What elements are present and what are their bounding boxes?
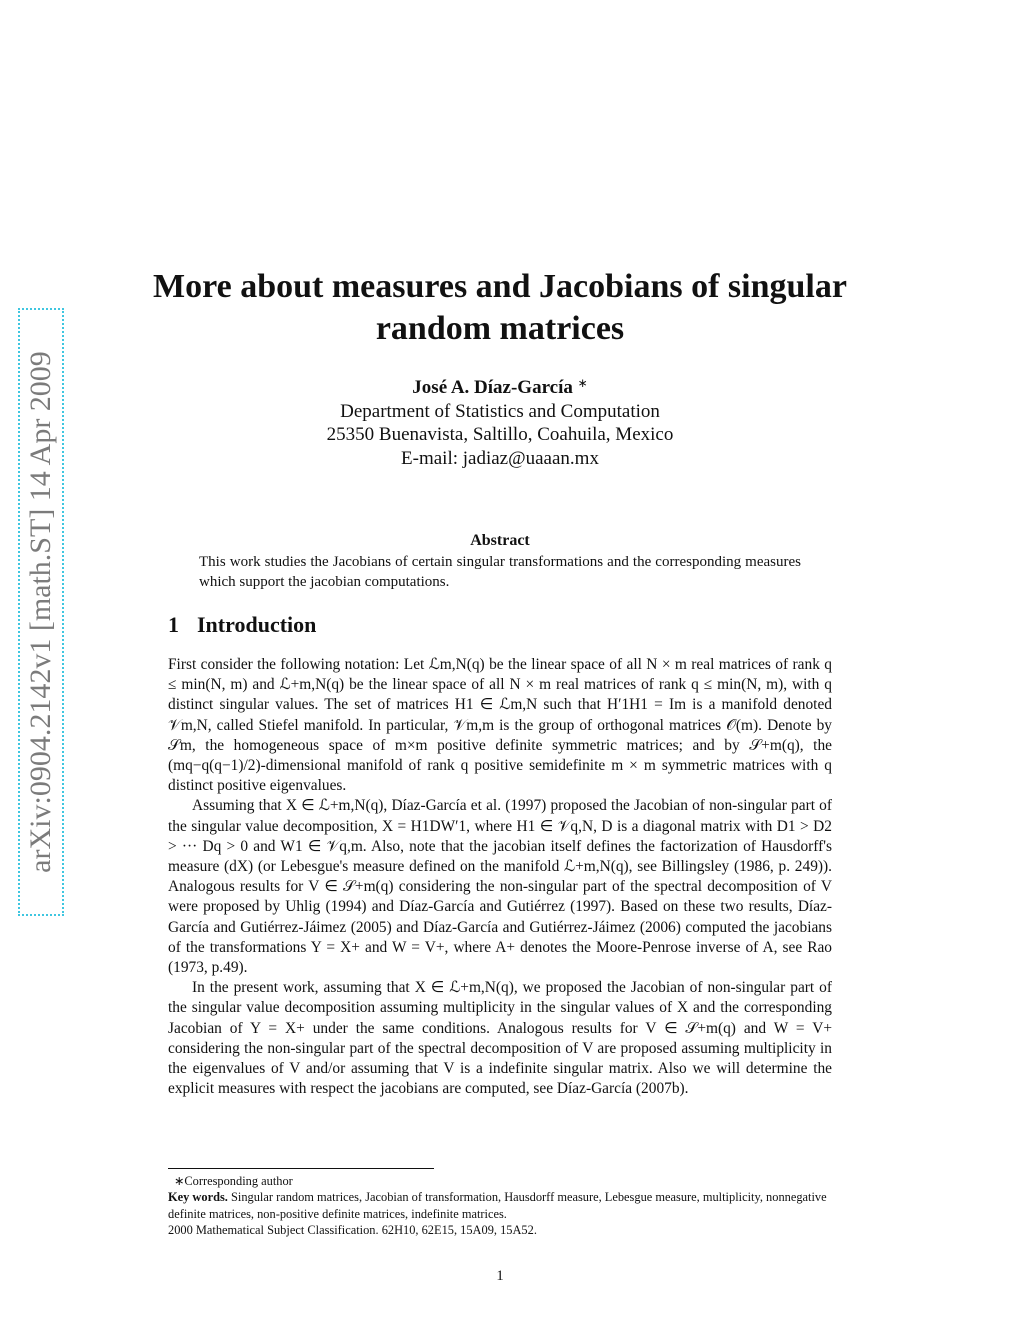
paper-title: More about measures and Jacobians of singular random matrices xyxy=(153,268,847,347)
author-name: José A. Díaz-García xyxy=(412,377,573,398)
keywords xyxy=(168,1189,832,1222)
section-number: 1 xyxy=(168,612,179,637)
paragraph-2: Assuming that X ∈ ℒ+m,N(q), Díaz-García et al. (1997) proposed the Jacobian of non-singular part of the singular value decomposition, X = H1DW′1, where H1 ∈ 𝒱q,N, D is a diagonal matrix with D1 > D2 > ··· Dq > 0 and W1 ∈ 𝒱q,m. Also, note that the jacobian itself defines the factorization of Hausdorff's measure (dX) (or Lebesgue's measure defined on the manifold ℒ+m,N(q), see Billingsley (1986, p. 249)). Analogous results for V ∈ 𝒮+m(q) considering the non-singular part of the spectral decomposition of V were proposed by Uhlig (1994) and Díaz-García and Gutiérrez (1997). Based on these two results, Díaz-García and Gutiérrez-Jáimez (2005) and Díaz-García and Gutiérrez-Jáimez (2006) computed the jacobians of the transformations Y = X+ and W = V+, where A+ denotes the Moore-Penrose inverse of A, see Rao (1973, p.49). xyxy=(168,797,832,977)
footnote-rule xyxy=(168,1168,434,1169)
footnote-corresponding: ∗Corresponding author xyxy=(174,1174,293,1188)
author-footnote-mark: ∗ xyxy=(577,376,588,390)
abstract-text: This work studies the Jacobians of certain singular transformations and the corresponding measures which support the jacobian computations. xyxy=(199,554,801,590)
body-text xyxy=(168,655,832,1099)
author-address: 25350 Buenavista, Saltillo, Coahuila, Mexico xyxy=(326,424,674,445)
author-affiliation: Department of Statistics and Computation xyxy=(340,400,660,422)
footnotes xyxy=(168,1173,832,1238)
page-number: 1 xyxy=(496,1268,504,1284)
abstract-heading: Abstract xyxy=(470,532,530,549)
section-title: Introduction xyxy=(197,612,317,637)
paragraph-3: In the present work, assuming that X ∈ ℒ+m,N(q), we proposed the Jacobian of non-singular part of the singular value decomposition assuming multiplicity in the singular values of X and the corresponding Jacobian of Y = X+ under the same conditions. Analogous results for V ∈ 𝒮+m(q) and W = V+ considering the non-singular part of the spectral decomposition of V are proposed assuming multiplicity in the eigenvalues of V and/or assuming that V is a indefinite singular matrix. Also we will determine the explicit measures with respect the jacobians are computed, see Díaz-García (2007b). xyxy=(168,979,832,1098)
arxiv-stamp: arXiv:0904.2142v1 [math.ST] 14 Apr 2009 xyxy=(24,351,57,873)
author-block xyxy=(200,372,800,470)
author-email: E-mail: jadiaz@uaaan.mx xyxy=(401,447,599,469)
section-heading xyxy=(168,612,334,638)
classification: 2000 Mathematical Subject Classification. 62H10, 62E15, 15A09, 15A52. xyxy=(168,1222,537,1237)
keywords-label: Key words. xyxy=(168,1190,228,1205)
paragraph-1: First consider the following notation: Let ℒm,N(q) be the linear space of all N × m real matrices of rank q ≤ min(N, m) and ℒ+m,N(q) be the linear space of all N × m real matrices of rank q ≤ min(N, m), with q distinct singular values. The set of matrices H1 ∈ ℒm,N such that H′1H1 = Im is a manifold denoted 𝒱m,N, called Stiefel manifold. In particular, 𝒱m,m is the group of orthogonal matrices 𝒪(m). Denote by 𝒮m, the homogeneous space of m×m positive definite symmetric matrices; and by 𝒮+m(q), the (mq−q(q−1)/2)-dimensional manifold of rank q positive semidefinite m × m symmetric matrices with q distinct positive eigenvalues. xyxy=(168,656,832,795)
keywords-text: Singular random matrices, Jacobian of transformation, Hausdorff measure, Lebesgue measure, multiplicity, nonnegative definite matrices, non-positive definite matrices, indefinite matrices. xyxy=(168,1190,827,1221)
